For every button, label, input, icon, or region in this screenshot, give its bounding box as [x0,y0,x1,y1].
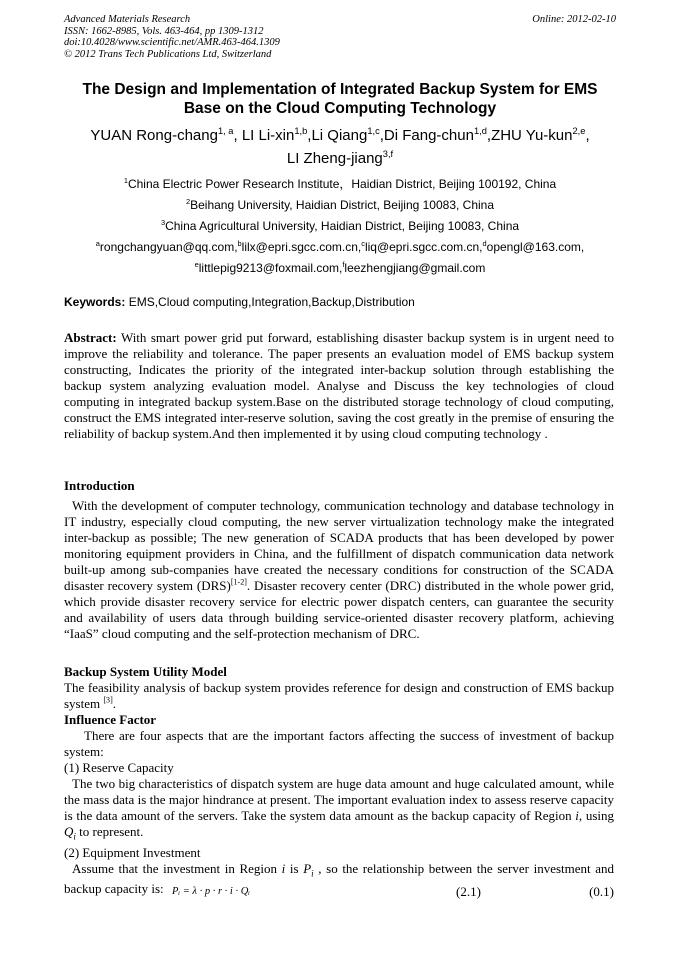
section-heading-introduction: Introduction [64,478,135,493]
abstract-label: Abstract: [64,330,117,345]
influence-paragraph: There are four aspects that are the important factors affecting the success of investment of backup system: [64,728,614,759]
equipment-investment-paragraph: Assume that the investment in Region i is $P_i$ , so the relationship between the server investment and backup capacity is: [64,860,615,897]
author-affil-sup: 1, a [217,126,234,136]
email-link[interactable]: leezhengjiang@gmail.com [344,261,486,275]
title-line-1: The Design and Implementation of Integrated Backup System for EMS [82,81,598,98]
author-affil-sup: 3,f [382,149,394,159]
author-name: ZHU Yu-kun [491,127,573,144]
affiliation-3: $^3$China Agricultural University, Haidian District, Beijing 10083, China [160,218,520,233]
email-link[interactable]: rongchangyuan@qq.com, [99,240,238,254]
author-name: Di Fang-chun [383,127,474,144]
equation-2-1 [64,884,614,900]
author-line-1: YUAN Rong-chang$^{1, a}$, LI Li-xin$^{1,b}$,Li Qiang$^{1,c}$,Di Fang-chun$^{1,d}$,ZHU Yu-kun$^{2,e}$, [90,126,590,144]
author-affil-sup: 1,b [294,126,308,136]
abstract [64,330,614,442]
section-heading-backup-model: Backup System Utility Model [64,664,227,679]
keywords-label: Keywords: [64,295,126,309]
email-link[interactable]: lilx@epri.sgcc.com.cn, [241,240,362,254]
backup-model-section [64,664,614,897]
subsection-heading-influence: Influence Factor [64,712,157,727]
issn-line: ISSN: 1662-8985, Vols. 463-464, pp 1309-1312 [64,25,264,37]
affiliation-1: $^1$China Electric Power Research Institute，Haidian District, Beijing 100192, China [123,176,557,191]
running-header [64,14,616,60]
introduction-paragraph: With the development of computer technology, communication technology and database technology in IT industry, especially cloud computing, the new server virtualization technology make the integrated inter-backup as possible; The new generation of SCADA products that has been developed by power monitoring equipment providers in China, and the fulfillment of dispatch communication data network built-up among sub-companies have created the necessary conditions for construction of the SCADA disaster recovery system (DRS)[1-2]. Disaster recovery center (DRC) distributed in the whole power grid, which provide disaster recovery service for electric power dispatch centers, can guarantee the security and availability of users data through building service-oriented disaster recovery platform, achieving “IaaS” cloud computing and the self-protection mechanism of DRC. [64,498,614,641]
author-affil-sup: 2,e [572,126,586,136]
email-link[interactable]: opengl@163.com, [486,240,585,254]
keywords [64,295,616,309]
email-link[interactable]: liq@epri.sgcc.com.cn, [364,240,483,254]
affiliation-2: $^2$Beihang University, Haidian District, Beijing 10083, China [185,197,495,212]
author-name: LI Li-xin [241,127,295,144]
email-line-1: $^a$rongchangyuan@qq.com,$^b$lilx@epri.sgcc.com.cn,$^c$liq@epri.sgcc.com.cn,$^d$opengl@163.com, [95,239,585,254]
equation-number: (2.1) [456,884,481,899]
title-line-2: Base on the Cloud Computing Technology [183,100,497,117]
author-affil-sup: 1,c [367,126,380,136]
author-list [64,124,616,170]
equation-formula: Pᵢ = λ · p · r · i · Qᵢ [172,886,250,897]
author-name: Li Qiang [311,127,368,144]
citation: [3] [103,695,113,705]
abstract-text: With smart power grid put forward, establishing disaster backup system is in urgent need to improve the reliability and tolerance. The paper presents an evaluation model of EMS backup system constructing, Indicates the priority of the integrated inter-backup solution through establishing the backup system analyzing evaluation model. Analyse and Discuss the key technologies of cloud computing in integrated backup system.Base on the distributed storage technology of cloud computing, construct the EMS integrated inter-reserve solution, saving the cost greatly in the premise of ensuring the reliability of backup system.And then implemented it by using cloud computing technology . [64,330,614,441]
list-item-equipment-investment: (2) Equipment Investment [64,844,201,860]
journal-name: Advanced Materials Research [64,14,191,25]
list-item-reserve-capacity: (1) Reserve Capacity [64,760,174,775]
copyright-line: © 2012 Trans Tech Publications Ltd, Switzerland [64,48,272,60]
author-affil-sup: 1,d [473,126,487,136]
equation-number-alt: (0.1) [589,884,614,899]
paper-title [64,80,616,118]
affiliations [64,174,616,279]
email-line-2: $^e$littlepig9213@foxmail.com,$^f$leezhengjiang@gmail.com [194,260,486,275]
author-line-2 [64,147,616,170]
keywords-text: EMS,Cloud computing,Integration,Backup,Distribution [125,295,415,309]
email-link[interactable]: littlepig9213@foxmail.com, [198,261,343,275]
doi-line: doi:10.4028/www.scientific.net/AMR.463-464.1309 [64,37,280,48]
backup-model-paragraph: The feasibility analysis of backup system provides reference for design and construction of EMS backup system [3]. [64,680,614,711]
reserve-capacity-paragraph: The two big characteristics of dispatch system are huge data amount and huge calculated amount, while the mass data is the major hindrance at present. The important evaluation index to assess reserve capacity is the data amount of the servers. Take the system data amount as the backup capacity of Region i, using $Q_i$ to represent. [64,776,615,842]
author-name: LI Zheng-jiang [286,150,383,167]
online-date: Online: 2012-02-10 [532,14,616,25]
citation: [1-2] [230,577,247,587]
author-name: YUAN Rong-chang [90,127,218,144]
